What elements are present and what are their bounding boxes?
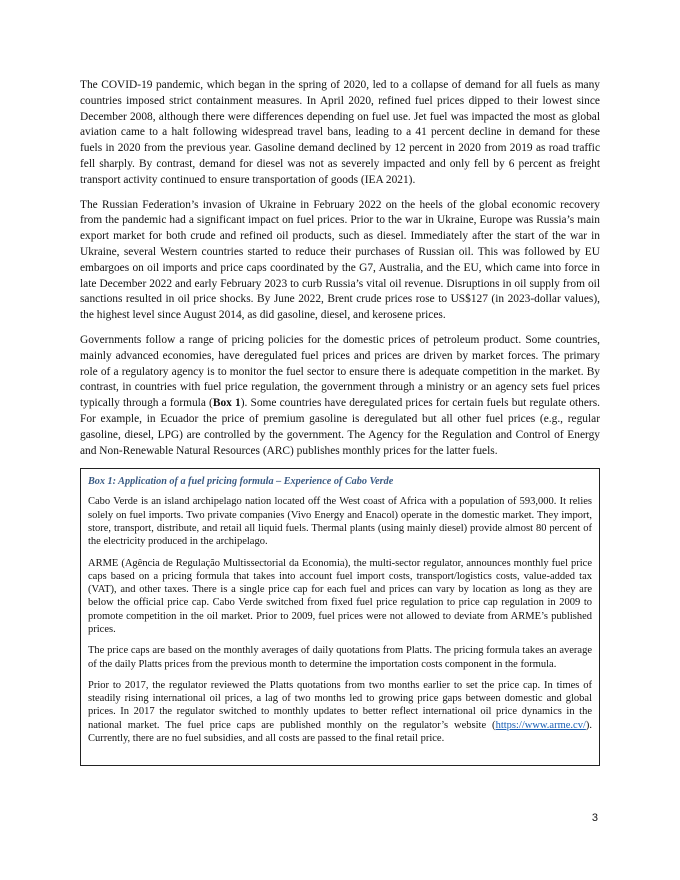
box-last-text-after: ). Currently, there are no fuel subsidies, and all costs are passed to the final retail price.	[88, 719, 592, 745]
paragraph-covid: The COVID-19 pandemic, which began in the spring of 2020, led to a collapse of demand for all fuels as many countries imposed strict containment measures. In April 2020, refined fuel prices dipped to their lowest since December 2008, although there were differences depending on fuel use. Jet fuel was impacted the most as global aviation came to a halt following widespread travel bans, leading to a 41 percent decline in demand for these fuels in 2020 from the previous year. Gasoline demand declined by 12 percent in 2020 from 2019 as road traffic fell sharply. By contrast, demand for diesel was not as severely impacted and only fell by 6 percent as freight transport activity continued to ensure transportation of goods (IEA 2021).	[80, 79, 600, 186]
box-paragraph-overview: Cabo Verde is an island archipelago nation located off the West coast of Africa with a population of 593,000. It relies solely on fuel imports. Two private companies (Vivo Energy and Enacol) operate in the domestic market. They import, store, transport, distribute, and retail all liquid fuels. Thermal plants (using mainly diesel) provide almost 80 percent of the electricity produced in the archipelago.	[88, 496, 592, 548]
box-paragraph-platts: The price caps are based on the monthly averages of daily quotations from Platts. The pricing formula takes an average of the daily Platts prices from the previous month to determine the importation costs component in the formula.	[88, 645, 592, 670]
para3-text-before: Governments follow a range of pricing policies for the domestic prices of petroleum product. Some countries, mainly advanced economies, have deregulated fuel prices and prices are driven by market forces. The primary role of a regulatory agency is to monitor the fuel sector to ensure there is adequate competition in the market. By contrast, in countries with fuel price regulation, the government through a ministry or an agency sets fuel prices typically through a formula (	[80, 333, 600, 410]
paragraph-pricing-policies	[80, 333, 600, 459]
box-cabo-verde	[80, 468, 600, 766]
box-title: Box 1: Application of a fuel pricing formula – Experience of Cabo Verde	[88, 476, 394, 488]
box-paragraph-2017	[88, 679, 592, 745]
box-reference: Box 1	[212, 397, 241, 410]
box-last-text-before: Prior to 2017, the regulator reviewed the Platts quotations from two months earlier to set the price cap. In times of steadily rising international oil prices, a lag of two months led to growing price gaps between domestic and global prices. In 2017 the regulator switched to monthly updates to better reflect international oil price dynamics in the national market. The fuel price caps are published monthly on the regulator’s website (	[88, 679, 592, 731]
paragraph-russia: The Russian Federation’s invasion of Ukraine in February 2022 on the heels of the global economic recovery from the pandemic had a significant impact on fuel prices. Prior to the war in Ukraine, Europe was Russia’s main export market for both crude and refined oil products, such as diesel. Immediately after the start of the war in Ukraine, several Western countries started to reduce their purchases of Russian oil. This was followed by EU embargoes on oil imports and price caps coordinated by the G7, Australia, and the EU, which came into force in late December 2022 and early February 2023 to curb Russia’s vital oil revenue. Disruptions in oil supply from oil sanctions resulted in oil price shocks. By June 2022, Brent crude prices rose to US$127 (in 2023-dollar values), the highest level since August 2014, as did gasoline, diesel, and kerosene prices.	[80, 198, 600, 322]
regulator-website-link[interactable]: https://www.arme.cv/	[495, 719, 586, 731]
box-paragraph-arme: ARME (Agência de Regulação Multissectorial da Economia), the multi-sector regulator, announces monthly fuel price caps based on a pricing formula that takes into account fuel import costs, transport/logistics costs, value-added tax (VAT), and other taxes. There is a single price cap for each fuel and prices can vary by location as long as they are below the official price cap. Cabo Verde switched from fixed fuel price regulation to price cap regulation in 2009 to promote competition in the oil market. Prior to 2009, fuel prices were not allowed to deviate from ARME’s published prices.	[88, 557, 592, 635]
page-number: 3	[591, 812, 598, 824]
document-page	[80, 78, 600, 766]
para3-text-after: ). Some countries have deregulated prices for certain fuels but regulate others. For example, in Ecuador the price of premium gasoline is deregulated but all other fuel prices (e.g., regular gasoline, diesel, LPG) are controlled by the government. The Agency for the Regulation and Control of Energy and Non-Renewable Natural Resources (ARC) publishes monthly prices for the latter fuels.	[80, 397, 601, 457]
